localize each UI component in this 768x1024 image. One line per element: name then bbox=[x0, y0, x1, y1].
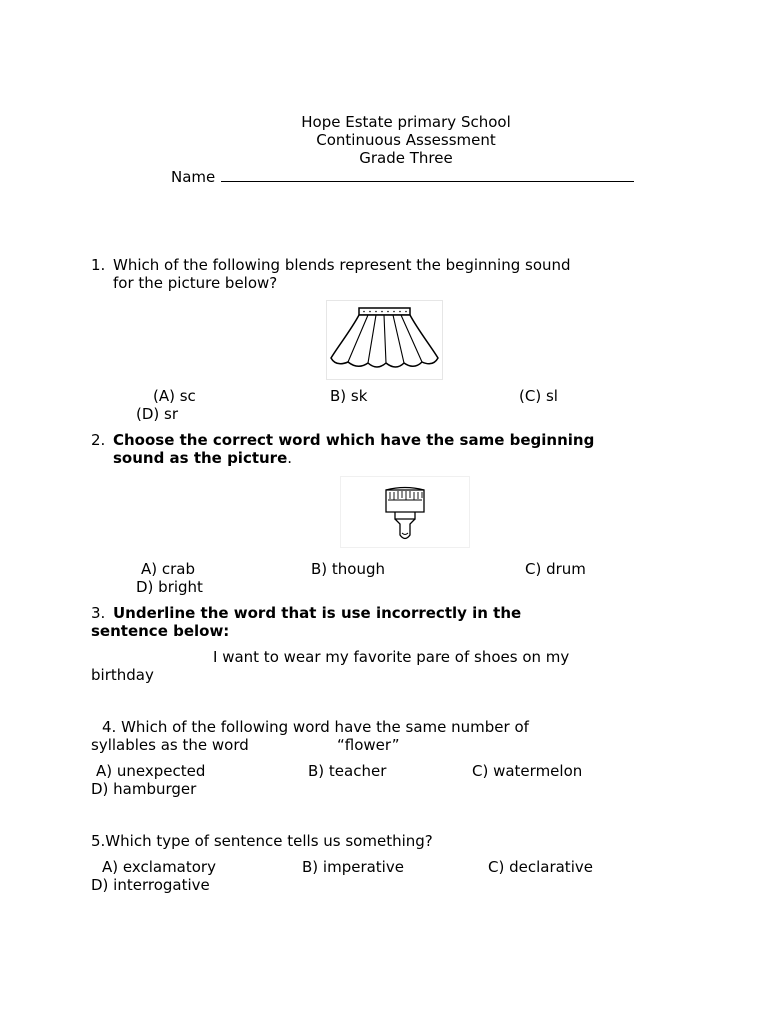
q3-sentence-line2: birthday bbox=[91, 666, 154, 684]
q2-option-c: C) drum bbox=[525, 560, 586, 578]
school-name: Hope Estate primary School bbox=[301, 113, 511, 131]
name-field bbox=[171, 167, 634, 186]
q1-option-d: (D) sr bbox=[136, 405, 179, 423]
q2-option-a: A) crab bbox=[141, 560, 196, 578]
q3-number: 3. bbox=[91, 604, 106, 622]
q3-text-line1: Underline the word that is use incorrectly in the bbox=[113, 604, 522, 622]
assessment-title: Continuous Assessment bbox=[316, 131, 496, 149]
q4-target-word: “flower” bbox=[337, 736, 400, 754]
q4-text-line2: syllables as the word bbox=[91, 736, 249, 754]
q5-text: 5.Which type of sentence tells us something? bbox=[91, 832, 433, 850]
q4-option-d: D) hamburger bbox=[91, 780, 197, 798]
q1-option-c: (C) sl bbox=[519, 387, 558, 405]
q3-text-line2: sentence below: bbox=[91, 622, 230, 640]
grade-title: Grade Three bbox=[359, 149, 453, 167]
q1-option-b: B) sk bbox=[330, 387, 368, 405]
q2-option-d: D) bright bbox=[136, 578, 203, 596]
paintbrush-icon bbox=[340, 476, 470, 548]
q2-text-line2-period: . bbox=[287, 449, 293, 467]
q2-text-line1: Choose the correct word which have the same beginning bbox=[113, 431, 595, 449]
q1-text-line1: Which of the following blends represent the beginning sound bbox=[113, 256, 571, 274]
q1-text-line2: for the picture below? bbox=[113, 274, 278, 292]
q2-text-line2-bold: sound as the picture bbox=[113, 449, 288, 467]
skirt-icon bbox=[326, 300, 443, 380]
q5-option-b: B) imperative bbox=[302, 858, 404, 876]
q5-option-c: C) declarative bbox=[488, 858, 593, 876]
q2-option-b: B) though bbox=[311, 560, 386, 578]
q1-option-a: (A) sc bbox=[153, 387, 196, 405]
q3-sentence-line1: I want to wear my favorite pare of shoes on my bbox=[213, 648, 570, 666]
name-blank-line bbox=[221, 167, 634, 182]
q2-text-line2 bbox=[113, 449, 292, 467]
q1-number: 1. bbox=[91, 256, 106, 274]
q4-option-a: A) unexpected bbox=[96, 762, 206, 780]
q2-number: 2. bbox=[91, 431, 106, 449]
q5-option-d: D) interrogative bbox=[91, 876, 210, 894]
q4-text-line1: 4. Which of the following word have the same number of bbox=[102, 718, 529, 736]
q5-option-a: A) exclamatory bbox=[102, 858, 216, 876]
q4-option-b: B) teacher bbox=[308, 762, 387, 780]
q4-option-c: C) watermelon bbox=[472, 762, 583, 780]
name-label: Name bbox=[171, 168, 216, 186]
